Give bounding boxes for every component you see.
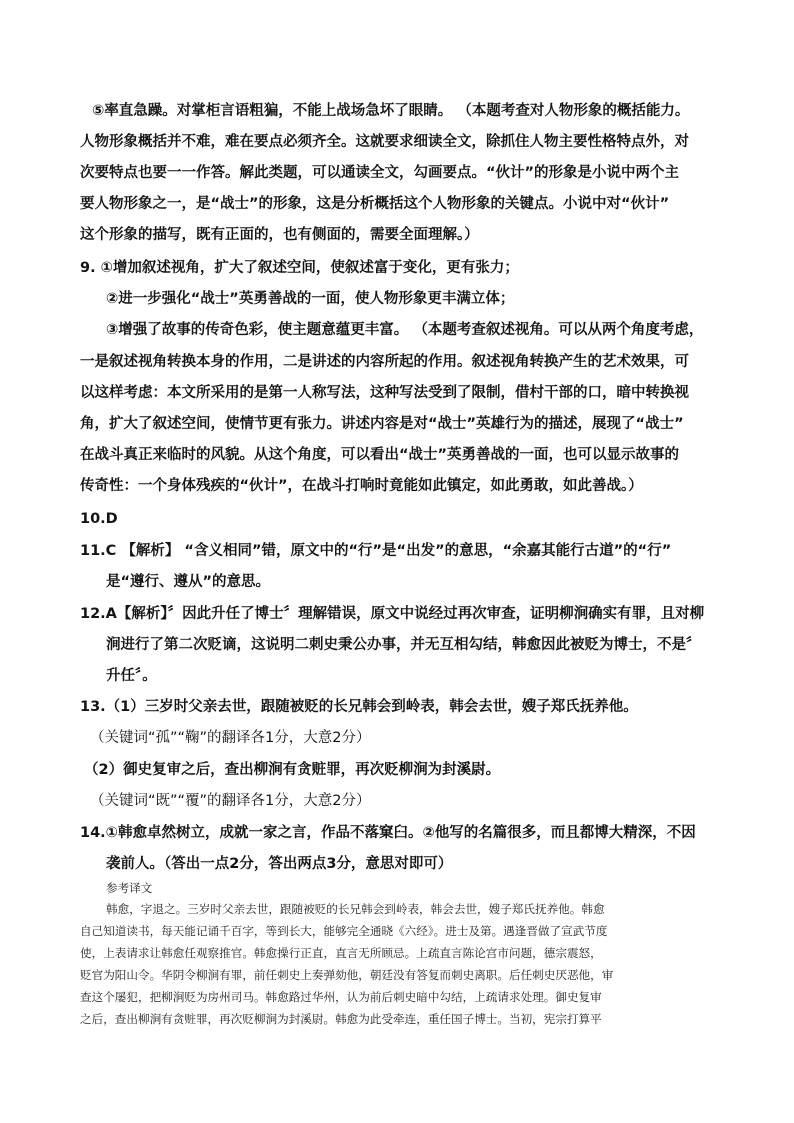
answer-13-note-1: （关键词“孤”“鞠”的翻译各1分，大意2分） [90, 730, 371, 746]
answer-9-line-4: 一是叙述视角转换本身的作用，二是讲述的内容所起的作用。叙述视角转换产生的艺术效果，可 [80, 354, 689, 370]
answer-11-line-2: 是“遵行、遵从”的意思。 [106, 574, 271, 590]
reference-line-4: 贬官为阳山令。华阴令柳涧有罪，前任刺史上奏弹劾他，朝廷没有答复而刺史离职。后任刺史厌恶他，审 [80, 968, 614, 982]
reference-line-6: 之后，查出柳涧有贪赃罪，再次贬柳涧为封溪尉。韩愈为此受牵连，重任国子博士。当初，宪宗打算平 [80, 1012, 602, 1026]
answer-9-line-3: ③增强了故事的传奇色彩，使主题意蕴更丰富。 （本题考查叙述视角。可以从两个角度考虑， [106, 322, 704, 338]
answer-12-line-3: 升任〞。 [106, 668, 157, 684]
answer-8-5-line-4: 要人物形象之一，是“战士”的形象，这是分析概括这个人物形象的关键点。小说中对“伙计” [80, 196, 670, 212]
reference-line-1: 韩愈，字退之。三岁时父亲去世，跟随被贬的长兄韩会到岭表，韩会去世，嫂子郑氏抚养他。韩愈 [106, 902, 605, 916]
reference-translation-title: 参考译文 [106, 881, 153, 895]
answer-10: 10.D [80, 511, 118, 527]
answer-8-5-line-3: 次要特点也要一一作答。解此类题，可以通读全文，勾画要点。“伙计”的形象是小说中两个主 [80, 165, 680, 181]
answer-9-line-7: 在战斗真正来临时的风貌。从这个角度，可以看出“战士”英勇善战的一面，也可以显示故事的 [80, 447, 680, 463]
answer-11-line-1: 11.C 【解析】 “含义相同”错，原文中的“行”是“出发”的意思，“余嘉其能行古道”的“行” [80, 543, 672, 559]
answer-9-line-2: ②进一步强化“战士”英勇善战的一面，使人物形象更丰满立体； [106, 291, 515, 307]
answer-13-line-1: 13.（1）三岁时父亲去世，跟随被贬的长兄韩会到岭表，韩会去世，嫂子郑氏抚养他。 [80, 699, 638, 715]
answer-14-line-1: 14.①韩愈卓然树立，成就一家之言，作品不落窠臼。②他写的名篇很多，而且都博大精深，不因 [80, 825, 696, 841]
answer-9-line-1: 9. ①增加叙述视角，扩大了叙述空间，使叙述富于变化，更有张力； [80, 260, 519, 276]
answer-9-line-8: 传奇性：一个身体残疾的“伙计”，在战斗打响时竟能如此镇定，如此勇敢，如此善战。） [80, 478, 643, 494]
answer-14-line-2: 袭前人。（答出一点2分，答出两点3分，意思对即可） [106, 856, 453, 872]
reference-line-5: 查这个屡犯，把柳涧贬为房州司马。韩愈路过华州，认为前后刺史暗中勾结，上疏请求处理。御史复审 [80, 990, 602, 1004]
answer-8-5-line-2: 人物形象概括并不难，难在要点必须齐全。这就要求细读全文，除抓住人物主要性格特点外，对 [80, 134, 689, 150]
answer-9-line-5: 以这样考虑：本文所采用的是第一人称写法，这种写法受到了限制，借村干部的口，暗中转换视 [80, 385, 689, 401]
answer-12-line-2: 涧进行了第二次贬谪，这说明二刺史秉公办事，并无互相勾结，韩愈因此被贬为博士，不是〞 [106, 637, 701, 653]
answer-13-note-2: （关键词“既”“覆”的翻译各1分，大意2分） [90, 793, 371, 809]
answer-9-line-6: 角，扩大了叙述空间，使情节更有张力。讲述内容是对“战士”英雄行为的描述，展现了“战士” [80, 416, 684, 432]
reference-line-2: 自己知道读书，每天能记诵千百字，等到长大，能够完全通晓《六经》。进士及第。遇逢晋做了宣武节度 [80, 924, 608, 938]
answer-8-5-line-5: 这个形象的描写，既有正面的，也有侧面的，需要全面理解。） [80, 227, 479, 243]
answer-8-5-line-1: ⑤率直急躁。对掌柜言语粗猵，不能上战场急坏了眼睛。 （本题考查对人物形象的概括能力。 [92, 103, 690, 119]
answer-13-line-2: （2）御史复审之后，查出柳涧有贪赃罪，再次贬柳涧为封溪尉。 [84, 762, 501, 778]
answer-12-line-1: 12.A【解析】〞因此升任了博士〞理解错误，原文中说经过再次审查，证明柳涧确实有罪，且对柳 [80, 606, 705, 622]
reference-line-3: 使，上表请求让韩愈任观察推官。韩愈操行正直，直言无所顾忌。上疏直言陈论宫市问题，德宗震怒， [80, 946, 602, 960]
